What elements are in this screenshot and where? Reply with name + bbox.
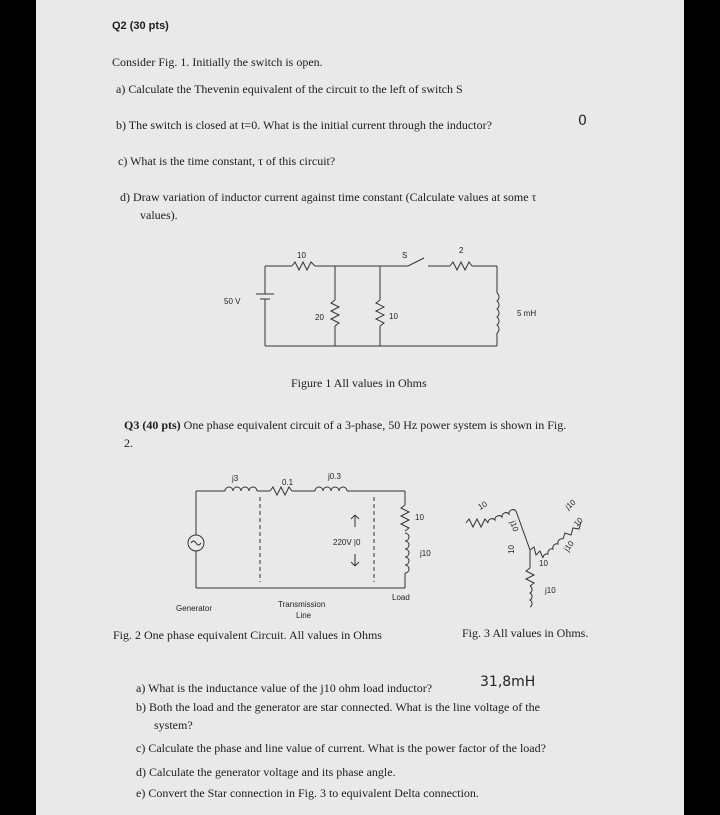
fig2-line-x-label: j0.3 — [328, 472, 341, 481]
fig3-label-6: 10 — [572, 515, 585, 529]
q3-intro-1: One phase equivalent circuit of a 3-phase, 50 Hz power system is shown in Fig. — [183, 418, 567, 432]
fig3-label-2: j10 — [508, 519, 521, 533]
fig2-line-label-2: Line — [296, 611, 312, 620]
fig2-generator-label: Generator — [176, 604, 213, 613]
q3-heading-line — [124, 418, 566, 433]
fig3-caption: Fig. 3 All values in Ohms. — [462, 626, 589, 640]
q2-part-d-line2: values). — [140, 208, 178, 222]
q2-intro: Consider Fig. 1. Initially the switch is open. — [112, 55, 323, 69]
fig3-label-5: j10 — [562, 539, 576, 554]
fig3-label-7: 10 — [539, 559, 548, 568]
fig3-label-3: 10 — [507, 545, 516, 554]
q3-part-a: a) What is the inductance value of the j10 ohm load inductor? — [136, 681, 433, 695]
fig1-r-shunt2-label: 10 — [389, 312, 398, 321]
fig1-switch-label: S — [402, 251, 408, 260]
q3-a-handwritten-answer: 31,8mH — [480, 674, 536, 690]
fig3-label-4: j10 — [563, 497, 578, 512]
q3-part-e: e) Convert the Star connection in Fig. 3 to equivalent Delta connection. — [136, 786, 479, 800]
fig1-source-label: 50 V — [224, 297, 241, 306]
q2-b-handwritten-answer: 0 — [578, 113, 587, 129]
fig1-r-shunt1-label: 20 — [315, 313, 324, 322]
fig1-inductor-label: 5 mH — [517, 309, 537, 318]
q3-heading: Q3 (40 pts) — [124, 418, 181, 432]
q3-intro-2: 2. — [124, 436, 133, 450]
q2-heading: Q2 (30 pts) — [112, 20, 169, 32]
fig1-caption: Figure 1 All values in Ohms — [291, 376, 427, 390]
q2-part-c: c) What is the time constant, τ of this circuit? — [118, 154, 336, 168]
fig2-line-r-label: 0.1 — [282, 478, 294, 487]
q2-part-b: b) The switch is closed at t=0. What is the initial current through the inductor? — [116, 118, 492, 132]
q3-part-b-line2: system? — [154, 718, 193, 732]
fig2-line-label-1: Transmission — [278, 600, 326, 609]
fig2-load-r-label: 10 — [415, 513, 424, 522]
fig2-gen-x-label: j3 — [232, 474, 239, 483]
q3-part-d: d) Calculate the generator voltage and its phase angle. — [136, 765, 396, 779]
q2-part-d-line1: d) Draw variation of inductor current against time constant (Calculate values at some τ — [120, 190, 537, 204]
q3-part-b-line1: b) Both the load and the generator are star connected. What is the line voltage of the — [136, 700, 540, 714]
fig1-r-right-label: 2 — [459, 246, 464, 255]
fig2-load-label: Load — [392, 593, 410, 602]
fig3-label-1: 10 — [476, 499, 489, 512]
q2-part-a: a) Calculate the Thevenin equivalent of the circuit to the left of switch S — [116, 82, 463, 96]
fig2-load-x-label: j10 — [420, 549, 431, 558]
q3-part-c: c) Calculate the phase and line value of current. What is the power factor of the load? — [136, 741, 546, 755]
fig1-r-series-label: 10 — [297, 251, 306, 260]
fig2-caption: Fig. 2 One phase equivalent Circuit. All values in Ohms — [113, 628, 382, 642]
fig2-voltage-label: 220V |0 — [333, 538, 361, 547]
fig3-label-8: j10 — [545, 586, 556, 595]
